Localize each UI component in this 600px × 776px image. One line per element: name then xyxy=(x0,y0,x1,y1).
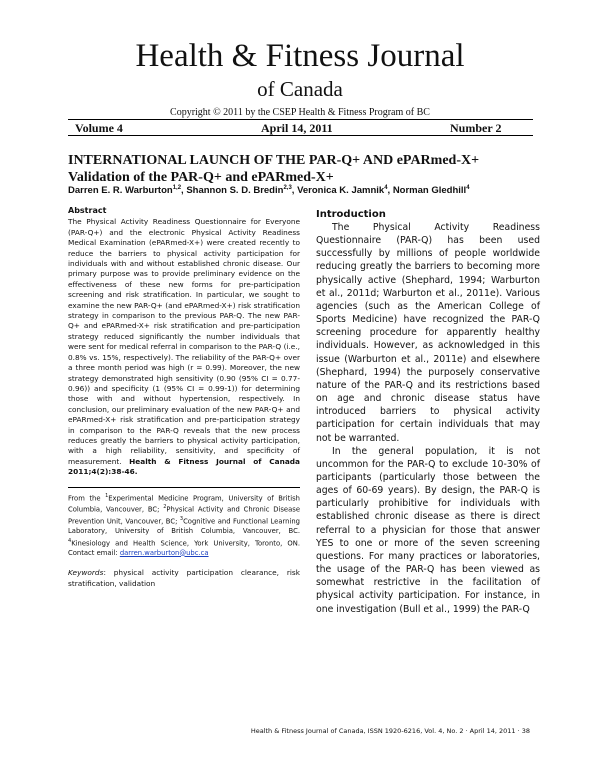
affiliation-sup: 2 xyxy=(163,504,167,511)
affiliation-item: Physical Activity and Chronic Disease Prevention Unit, Vancouver, BC; xyxy=(68,505,300,526)
issue-date: April 14, 2011 xyxy=(261,121,333,135)
abstract-text: The Physical Activity Readiness Questionnaire for Everyone (PAR-Q+) and the electronic Physical Activity Readiness Medical Examination (ePARmed-X+) were created recently to reduce the barriers to physical activity participation for individuals with and without established chronic disease. Our primary purpose was to provide preliminary evidence on the effectiveness of these new forms for pre-participation screening and risk stratification. In particular, we sought to examine the new PAR-Q+ (and ePARmed-X+) risk stratification strategy in comparison to the previous PAR-Q. The new PAR-Q+ and ePARmed-X+ risk stratification and pre-participation strategy reduced significantly the number individuals that were sent for medical referral in comparison to the PAR-Q (i.e., 0.8% vs. 15%, respectively). The reliability of the PAR-Q+ over a three month period was high (r = 0.99). Moreover, the new strategy demonstrated high sensitivity (0.90 (95% CI = 0.77-0.96)) and specificity (1 (95% CI = 0.99-1)) for determining those with and without hypertension, respectively. In conclusion, our preliminary evaluation of the new PAR-Q+ and ePARmed-X+ risk stratification and pre-participation strategy in comparison to the PAR-Q reveals that the new process reduces greatly the barriers to physical activity participation, with a high reliability, sensitivity, and specificity of measurement. xyxy=(68,217,300,466)
introduction-heading: Introduction xyxy=(316,209,386,220)
author-affiliation-sup: 4 xyxy=(384,185,388,191)
contact-label: Contact email: xyxy=(68,548,118,557)
author-name: Shannon S. D. Bredin xyxy=(186,185,284,197)
abstract-citation: Health & Fitness Journal of Canada 2011;4(2):38-46. xyxy=(68,456,300,477)
author-affiliation-sup: 4 xyxy=(466,185,470,191)
article-title-line2: Validation of the PAR-Q+ and ePARmed-X+ xyxy=(68,170,334,185)
affiliation-sup: 4 xyxy=(68,537,72,544)
abstract-body xyxy=(68,217,300,477)
journal-title: Health & Fitness Journal xyxy=(135,38,465,74)
author-affiliation-sup: 1,2 xyxy=(172,185,182,191)
copyright-line: Copyright © 2011 by the CSEP Health & Fitness Program of BC xyxy=(170,107,430,118)
affiliation-item: Kinesiology and Health Science, York University, Toronto, ON. xyxy=(71,539,300,547)
affiliation-item: Cognitive and Functional Learning Laboratory, University of British Columbia, Vancouver, BC. xyxy=(68,517,300,536)
journal-subtitle: of Canada xyxy=(257,77,343,101)
affiliation-sup: 3 xyxy=(179,516,184,523)
header-rule-bottom xyxy=(68,135,533,136)
article-title xyxy=(68,152,538,186)
affiliation-divider xyxy=(68,487,300,488)
keywords xyxy=(68,568,300,589)
right-column xyxy=(316,208,540,616)
author-list: Darren E. R. Warburton$^{1,2}$, Shannon S. D. Bredin$^{2,3}$, Veronica K. Jamnik$^4$, Norman Gledhill$^4$ xyxy=(68,185,470,197)
author-name: Norman Gledhill xyxy=(392,185,467,197)
affiliations xyxy=(68,492,300,559)
page-footer: Health & Fitness Journal of Canada, ISSN 1920-6216, Vol. 4, No. 2 · April 14, 2011 · 38 xyxy=(250,727,530,735)
introduction-paragraph: The Physical Activity Readiness Questionnaire (PAR-Q) has been used successfully by millions of people worldwide reducing greatly the barriers to becoming more physically active (Shephard, 1994; Warburton et al., 2011d; Warburton et al., 2011e). Various agencies (such as the American College of Sports Medicine) have recognized the PAR-Q screening procedure for apparently healthy individuals. However, as acknowledged in this issue (Warburton et al., 2011e) and elsewhere (Shephard, 1994) the purposely conservative nature of the PAR-Q and its restrictions based on age and chronic disease status have introduced barriers to physical activity participation for certain individuals that may not be warranted. xyxy=(316,222,540,444)
author-name: Darren E. R. Warburton xyxy=(68,185,173,197)
number-label: Number 2 xyxy=(450,121,502,135)
contact-email-link[interactable]: darren.warburton@ubc.ca xyxy=(119,548,209,557)
introduction-paragraph: In the general population, it is not uncommon for the PAR-Q to exclude 10-30% of participants (particularly those between the ages of 60-69 years). By design, the PAR-Q is particularly prohibitive for individuals with established chronic disease as there is direct referral to a physician for those that answer YES to one or more of the seven screening questions. For many practices or laboratories, the usage of the PAR-Q has been viewed as somewhat restrictive in the facilitation of physical activity participation. For instance, in one investigation (Bull et al., 1999) the PAR-Q xyxy=(316,445,540,615)
author-affiliation-sup: 2,3 xyxy=(283,185,292,191)
article-title-line1: INTERNATIONAL LAUNCH OF THE PAR-Q+ AND ePARmed-X+ xyxy=(68,153,480,168)
volume-label: Volume 4 xyxy=(75,121,123,135)
abstract-heading: Abstract xyxy=(68,206,107,215)
affiliation-sup: 1 xyxy=(105,492,109,499)
affiliation-from: From the xyxy=(68,493,101,502)
affiliation-item: Experimental Medicine Program, University of British Columbia, Vancouver, BC; xyxy=(68,493,300,514)
author-name: Veronica K. Jamnik xyxy=(297,185,385,197)
header-rule-top xyxy=(68,119,533,120)
keywords-label: Keywords xyxy=(68,568,104,578)
keywords-text: : physical activity participation clearance, risk stratification, validation xyxy=(68,568,300,588)
left-column xyxy=(68,206,300,589)
